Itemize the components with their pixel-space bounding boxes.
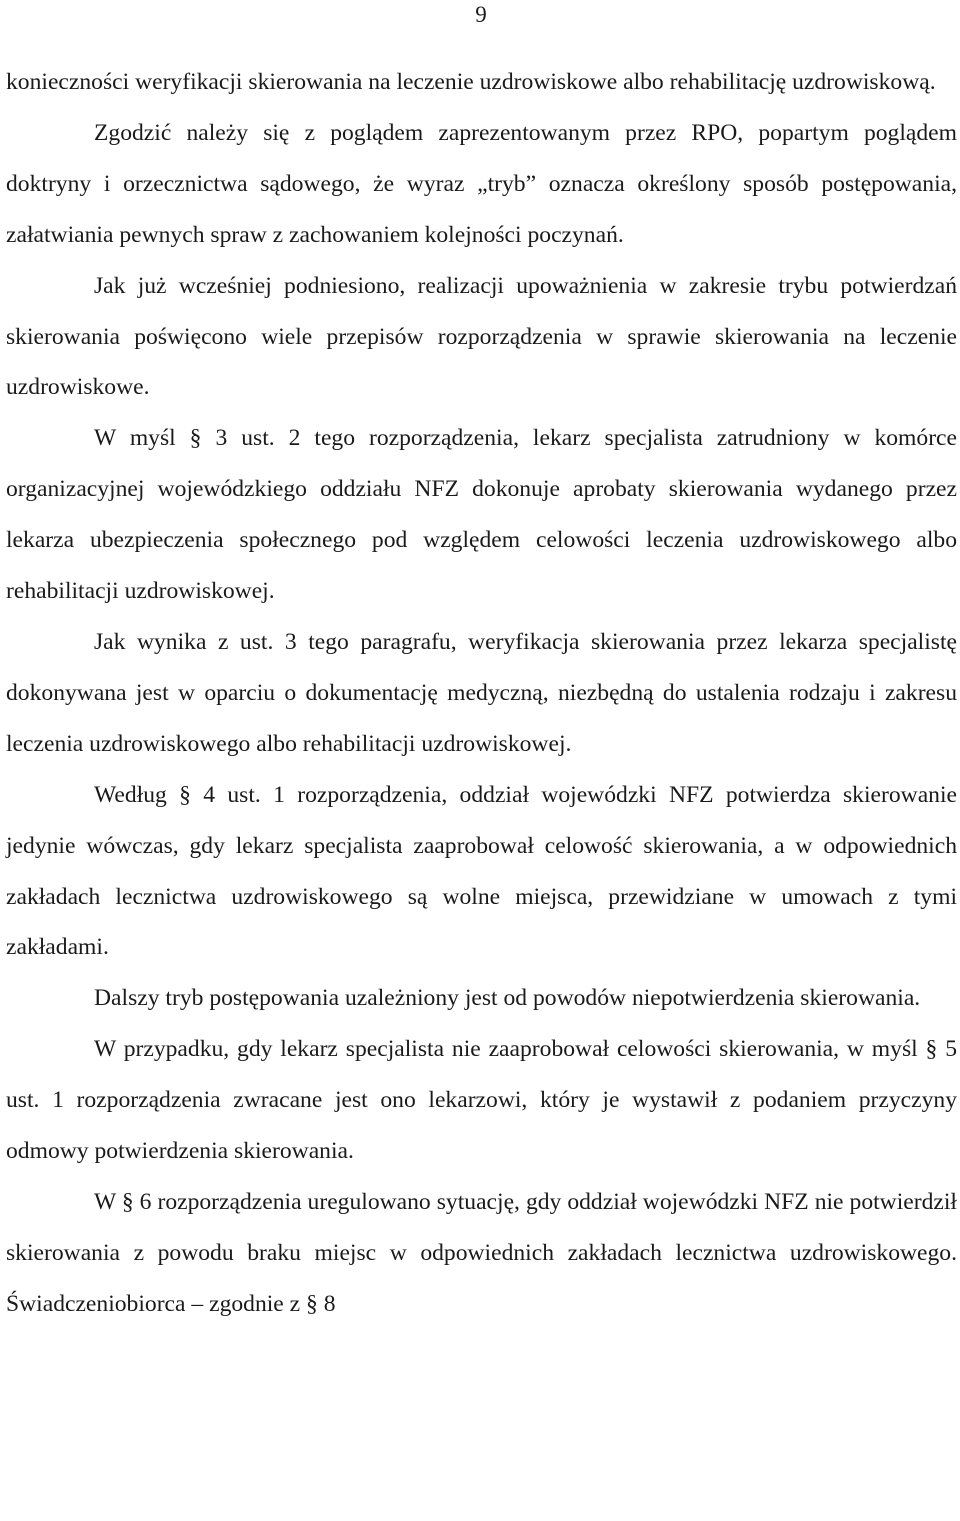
paragraph-par3-ust2: W myśl § 3 ust. 2 tego rozporządzenia, lekarz specjalista zatrudniony w komórce organizacyjnej wojewódzkiego oddziału NFZ dokonuje aprobaty skierowania wydanego przez lekarza ubezpieczenia społecznego pod względem celowości leczenia uzdrowiskowego albo rehabilitacji uzdrowiskowej.: [6, 425, 957, 605]
page-number: 9: [475, 2, 487, 27]
paragraph-tryb-definition: Zgodzić należy się z poglądem zaprezentowanym przez RPO, popartym poglądem doktryny i orzecznictwa sądowego, że wyraz „tryb” oznacza określony sposób postępowania, załatwiania pewnych spraw z zachowaniem kolejności poczynań.: [6, 119, 957, 248]
body-text: [6, 57, 957, 1330]
paragraph-par6: W § 6 rozporządzenia uregulowano sytuację, gdy oddział wojewódzki NFZ nie potwierdził skierowania z powodu braku miejsc w odpowiednich zakładach lecznictwa uzdrowiskowego. Świadczeniobiorca – zgodnie z § 8: [6, 1188, 957, 1317]
paragraph-par5-ust1: W przypadku, gdy lekarz specjalista nie zaaprobował celowości skierowania, w myśl § 5 ust. 1 rozporządzenia zwracane jest ono lekarzowi, który je wystawił z podaniem przyczyny odmowy potwierdzenia skierowania.: [6, 1036, 957, 1165]
paragraph-dalszy-tryb: Dalszy tryb postępowania uzależniony jest od powodów niepotwierdzenia skierowania.: [94, 985, 921, 1012]
paragraph-continuation: konieczności weryfikacji skierowania na leczenie uzdrowiskowe albo rehabilitację uzdrowiskową.: [6, 69, 936, 95]
paragraph-upowaznienie: Jak już wcześniej podniesiono, realizacji upoważnienia w zakresie trybu potwierdzań skierowania poświęcono wiele przepisów rozporządzenia w sprawie skierowania na leczenie uzdrowiskowe.: [6, 272, 957, 401]
paragraph-par3-ust3: Jak wynika z ust. 3 tego paragrafu, weryfikacja skierowania przez lekarza specjalistę dokonywana jest w oparciu o dokumentację medyczną, niezbędną do ustalenia rodzaju i zakresu leczenia uzdrowiskowego albo rehabilitacji uzdrowiskowej.: [6, 628, 957, 757]
paragraph-par4-ust1: Według § 4 ust. 1 rozporządzenia, oddział wojewódzki NFZ potwierdza skierowanie jedynie wówczas, gdy lekarz specjalista zaaprobował celowość skierowania, a w odpowiednich zakładach lecznictwa uzdrowiskowego są wolne miejsca, przewidziane w umowach z tymi zakładami.: [6, 781, 957, 961]
